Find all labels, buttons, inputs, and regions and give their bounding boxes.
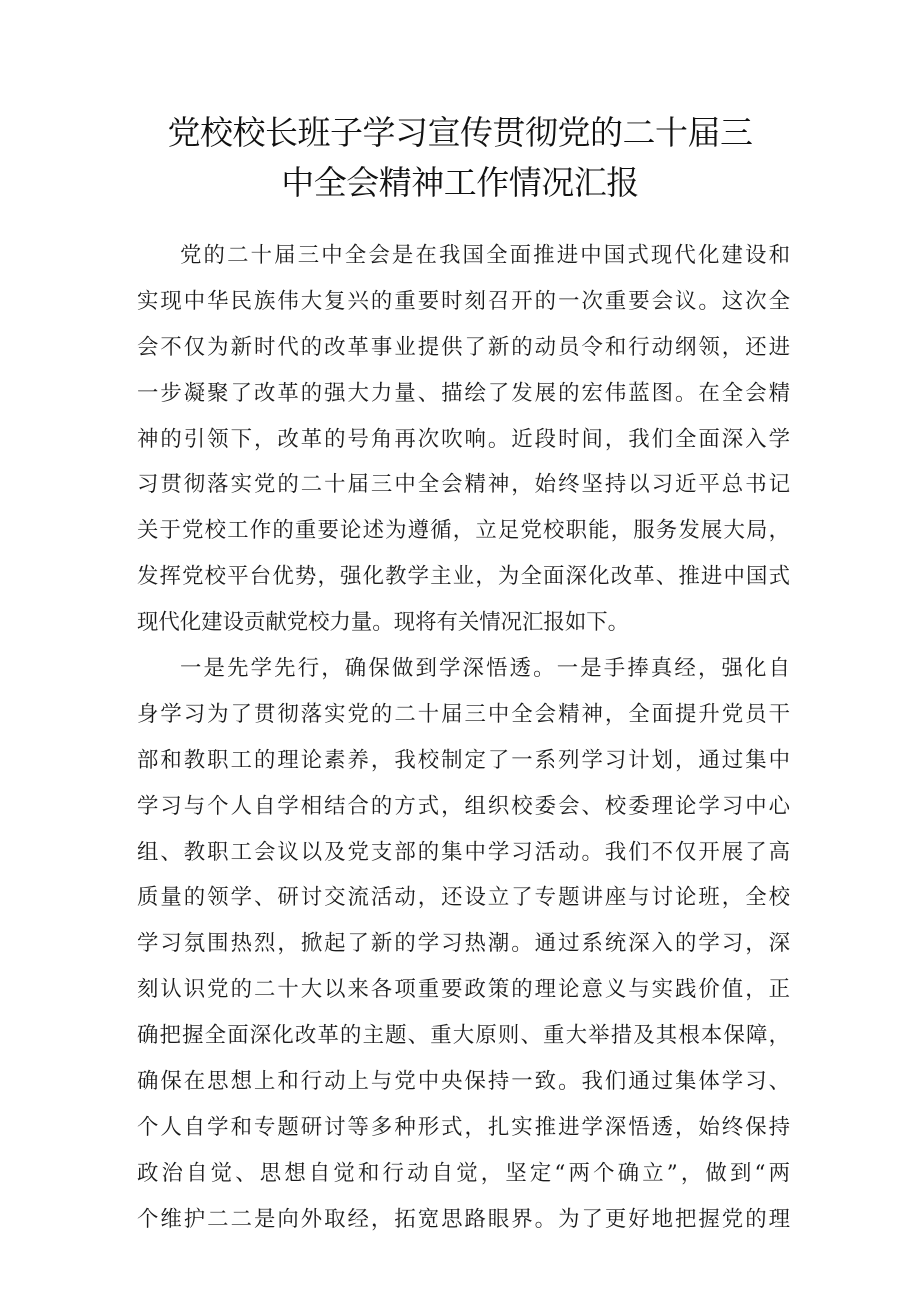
text-line: 神的引领下，改革的号角再次吹响。近段时间，我们全面深入学 xyxy=(137,426,790,452)
paragraph-study-first xyxy=(137,646,790,1243)
text-line: 党的二十届三中全会是在我国全面推进中国式现代化建设和 xyxy=(180,243,790,268)
text-line: 一步凝聚了改革的强大力量、描绘了发展的宏伟蓝图。在全会精 xyxy=(137,380,790,406)
text-line: 刻认识党的二十大以来各项重要政策的理论意义与实践价值，正 xyxy=(137,977,790,1003)
text-line: 现代化建设贡献党校力量。现将有关情况汇报如下。 xyxy=(137,610,629,636)
title-line: 中全会精神工作情况汇报 xyxy=(281,163,639,202)
text-line: 关于党校工作的重要论述为遵循，立足党校职能，服务发展大局， xyxy=(137,518,790,544)
document-body xyxy=(137,233,790,1243)
text-line: 身学习为了贯彻落实党的二十届三中全会精神，全面提升党员干 xyxy=(137,701,790,727)
text-line: 实现中华民族伟大复兴的重要时刻召开的一次重要会议。这次全 xyxy=(137,288,790,314)
text-line: 确把握全面深化改革的主题、重大原则、重大举措及其根本保障， xyxy=(137,1023,790,1049)
text-line: 个人自学和专题研讨等多种形式，扎实推进学深悟透，始终保持 xyxy=(137,1114,790,1140)
text-line: 习贯彻落实党的二十届三中全会精神，始终坚持以习近平总书记 xyxy=(137,472,790,498)
text-line: 发挥党校平台优势，强化教学主业，为全面深化改革、推进中国式 xyxy=(137,564,790,590)
title-line: 党校校长班子学习宣传贯彻党的二十届三 xyxy=(167,113,753,152)
text-line: 确保在思想上和行动上与党中央保持一致。我们通过集体学习、 xyxy=(137,1069,790,1095)
text-line: 政治自觉、思想自觉和行动自觉，坚定“两个确立”，做到“两 xyxy=(137,1160,790,1186)
text-line: 学习氛围热烈，掀起了新的学习热潮。通过系统深入的学习，深 xyxy=(137,931,790,957)
text-line: 部和教职工的理论素养，我校制定了一系列学习计划，通过集中 xyxy=(137,747,790,773)
text-line: 一是先学先行，确保做到学深悟透。一是手捧真经，强化自 xyxy=(180,656,790,682)
text-line: 质量的领学、研讨交流活动，还设立了专题讲座与讨论班，全校 xyxy=(137,885,790,911)
document-title xyxy=(100,108,820,208)
text-line: 组、教职工会议以及党支部的集中学习活动。我们不仅开展了高 xyxy=(137,839,790,865)
text-line: 会不仅为新时代的改革事业提供了新的动员令和行动纲领，还进 xyxy=(137,334,790,360)
text-line: 学习与个人自学相结合的方式，组织校委会、校委理论学习中心 xyxy=(137,793,790,819)
text-line: 个维护二二是向外取经，拓宽思路眼界。为了更好地把握党的理 xyxy=(137,1206,790,1232)
paragraph-intro xyxy=(137,233,790,646)
